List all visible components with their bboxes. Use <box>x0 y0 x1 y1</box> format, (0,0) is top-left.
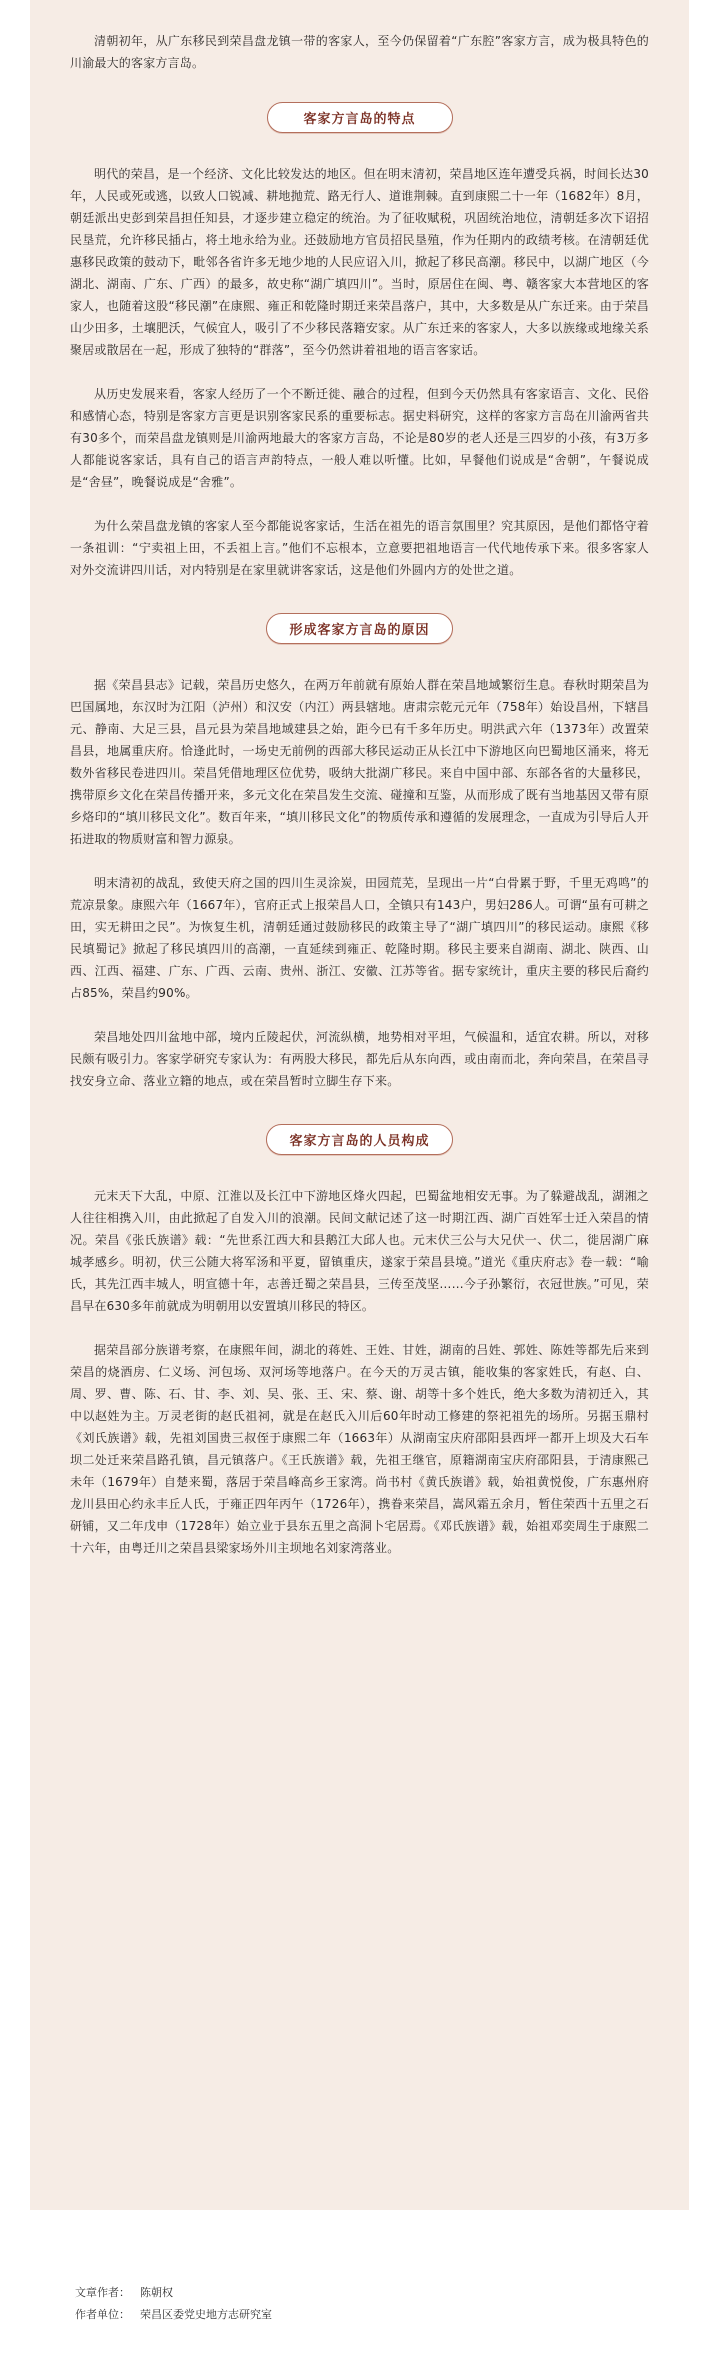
author-name: 陈朝权 <box>140 2286 173 2299</box>
unit-name: 荣昌区委党史地方志研究室 <box>140 2308 272 2321</box>
causes-paragraph-2: 明末清初的战乱，致使天府之国的四川生灵涂炭，田园荒芜，呈现出一片“白骨累于野，千里无鸡鸣”的荒凉景象。康熙六年（1667年），官府正式上报荣昌人口，全镇只有143户，男妇286人。可谓“虽有可耕之田，实无耕田之民”。为恢复生机，清朝廷通过鼓励移民的政策主导了“湖广填四川”的移民运动。康熙《移民填蜀记》掀起了移民填四川的高潮，一直延续到雍正、乾隆时期。移民主要来自湖南、湖北、陕西、山西、江西、福建、广东、广西、云南、贵州、浙江、安徽、江苏等省。据专家统计，重庆主要的移民后裔约占85%，荣昌约90%。 <box>70 876 649 1000</box>
section-heading-composition: 客家方言岛的人员构成 <box>266 1124 452 1155</box>
section-heading-wrap <box>70 613 649 644</box>
composition-paragraph-2: 据荣昌部分族谱考察，在康熙年间，湖北的蒋姓、王姓、甘姓，湖南的吕姓、郭姓、陈姓等都先后来到荣昌的烧酒房、仁义场、河包场、双河场等地落户。在今天的万灵古镇，能收集的客家姓氏，有赵、白、周、罗、曹、陈、石、甘、李、刘、吴、张、王、宋、蔡、谢、胡等十多个姓氏，绝大多数为清初迁入，其中以赵姓为主。万灵老街的赵氏祖祠，就是在赵氏入川后60年时动工修建的祭祀祖先的场所。另据玉鼎村《刘氏族谱》载，先祖刘国贵三叔侄于康熙二年（1663年）从湖南宝庆府邵阳县西坪一都开上坝及大石车坝二处迁来荣昌路孔镇，昌元镇落户。《王氏族谱》载，先祖王继官，原籍湖南宝庆府邵阳县，于清康熙己未年（1679年）自楚来蜀，落居于荣昌峰高乡王家湾。尚书村《黄氏族谱》载，始祖黄悦俊，广东惠州府龙川县田心约永丰丘人氏，于雍正四年丙午（1726年），携眷来荣昌，嵩风霜五余月，暂住荣西十五里之石研铺，又二年戊申（1728年）始立业于县东五里之高洞卜宅居焉。《邓氏族谱》载，始祖邓奕周生于康熙二十六年，由粤迁川之荣昌县梁家场外川主坝地名刘家湾落业。 <box>70 1343 649 1555</box>
causes-paragraph-3: 荣昌地处四川盆地中部，境内丘陵起伏，河流纵横，地势相对平坦，气候温和，适宜农耕。所以，对移民颇有吸引力。客家学研究专家认为：有两股大移民，都先后从东向西，或由南而北，奔向荣昌，在荣昌寻找安身立命、落业立籍的地点，或在荣昌暂时立脚生存下来。 <box>70 1030 649 1088</box>
features-paragraph-3: 为什么荣昌盘龙镇的客家人至今都能说客家话，生活在祖先的语言氛围里？究其原因，是他们都恪守着一条祖训：“宁卖祖上田，不丢祖上言。”他们不忘根本，立意要把祖地语言一代代地传承下来。很多客家人对外交流讲四川话，对内特别是在家里就讲客家话，这是他们外圆内方的处世之道。 <box>70 519 649 577</box>
author-row <box>75 2282 272 2304</box>
causes-paragraph-1: 据《荣昌县志》记载，荣昌历史悠久，在两万年前就有原始人群在荣昌地域繁衍生息。春秋时期荣昌为巴国属地，东汉时为江阳（泸州）和汉安（内江）两县辖地。唐肃宗乾元元年（758年）始设昌州，下辖昌元、静南、大足三县，昌元县为荣昌地域建县之始，距今已有千多年历史。明洪武六年（1373年）改置荣昌县，地属重庆府。恰逢此时，一场史无前例的西部大移民运动正从长江中下游地区向巴蜀地区涌来，将无数外省移民卷进四川。荣昌凭借地理区位优势，吸纳大批湖广移民。来自中国中部、东部各省的大量移民，携带原乡文化在荣昌传播开来，多元文化在荣昌发生交流、碰撞和互鉴，从而形成了既有当地基因又带有原乡烙印的“填川移民文化”。数百年来，“填川移民文化”的物质传承和遵循的发展理念，一直成为引导后人开拓进取的物质财富和智力源泉。 <box>70 678 649 846</box>
section-heading-features: 客家方言岛的特点 <box>267 102 453 133</box>
features-paragraph-1: 明代的荣昌，是一个经济、文化比较发达的地区。但在明末清初，荣昌地区连年遭受兵祸，时间长达30年，人民或死或逃，以致人口锐减、耕地抛荒、路无行人、道谁荆棘。直到康熙二十一年（1682年）8月，朝廷派出史彭到荣昌担任知县，才逐步建立稳定的统治。为了征收赋税，巩固统治地位，清朝廷多次下诏招民垦荒，允许移民插占，将土地永给为业。还鼓励地方官员招民垦殖，作为任期内的政绩考核。在清朝廷优惠移民政策的鼓动下，毗邻各省许多无地少地的人民应诏入川，掀起了移民高潮。移民中，以湖广地区（今湖北、湖南、广东、广西）的最多，故史称“湖广填四川”。当时，原居住在闽、粤、赣客家大本营地区的客家人，也随着这股“移民潮”在康熙、雍正和乾隆时期迁来荣昌落户，其中，大多数是从广东迁来。由于荣昌山少田多，土壤肥沃，气候宜人，吸引了不少移民落籍安家。从广东迁来的客家人，大多以族缘或地缘关系聚居或散居在一起，形成了独特的“群落”，至今仍然讲着祖地的语言客家话。 <box>70 167 649 357</box>
unit-row <box>75 2304 272 2326</box>
article-panel <box>30 0 689 2210</box>
section-heading-wrap <box>70 1124 649 1155</box>
composition-paragraph-1: 元末天下大乱，中原、江淮以及长江中下游地区烽火四起，巴蜀盆地相安无事。为了躲避战乱，湖湘之人往往相携入川，由此掀起了自发入川的浪潮。民间文献记述了这一时期江西、湖广百姓军士迁入荣昌的情况。荣昌《张氏族谱》载：“先世系江西大和县鹅江大邱人也。元末伏三公与大兄伏一、伏二，徙居湖广麻城孝感乡。明初，伏三公随大将军汤和平夏，留镇重庆，遂家于荣昌县境。”道光《重庆府志》卷一载：“喻氏，其先江西丰城人，明宣德十年，志善迁蜀之荣昌县，三传至茂坚……今子孙繁衍，衣冠世族。”可见，荣昌早在630多年前就成为明朝用以安置填川移民的特区。 <box>70 1189 649 1313</box>
article-footer <box>75 2282 272 2326</box>
section-heading-wrap <box>70 102 649 133</box>
section-heading-causes: 形成客家方言岛的原因 <box>266 613 452 644</box>
features-paragraph-2: 从历史发展来看，客家人经历了一个不断迁徙、融合的过程，但到今天仍然具有客家语言、文化、民俗和感情心态，特别是客家方言更是识别客家民系的重要标志。据史料研究，这样的客家方言岛在川渝两省共有30多个，而荣昌盘龙镇则是川渝两地最大的客家方言岛，不论是80岁的老人还是三四岁的小孩，有3万多人都能说客家话，具有自己的语言声韵特点，一般人难以听懂。比如，早餐他们说成是“舍朝”，午餐说成是“舍昼”，晚餐说成是“舍雅”。 <box>70 387 649 489</box>
intro-paragraph: 清朝初年，从广东移民到荣昌盘龙镇一带的客家人，至今仍保留着“广东腔”客家方言，成为极具特色的川渝最大的客家方言岛。 <box>70 34 649 70</box>
author-label: 文章作者： <box>75 2286 130 2299</box>
unit-label: 作者单位： <box>75 2308 130 2321</box>
